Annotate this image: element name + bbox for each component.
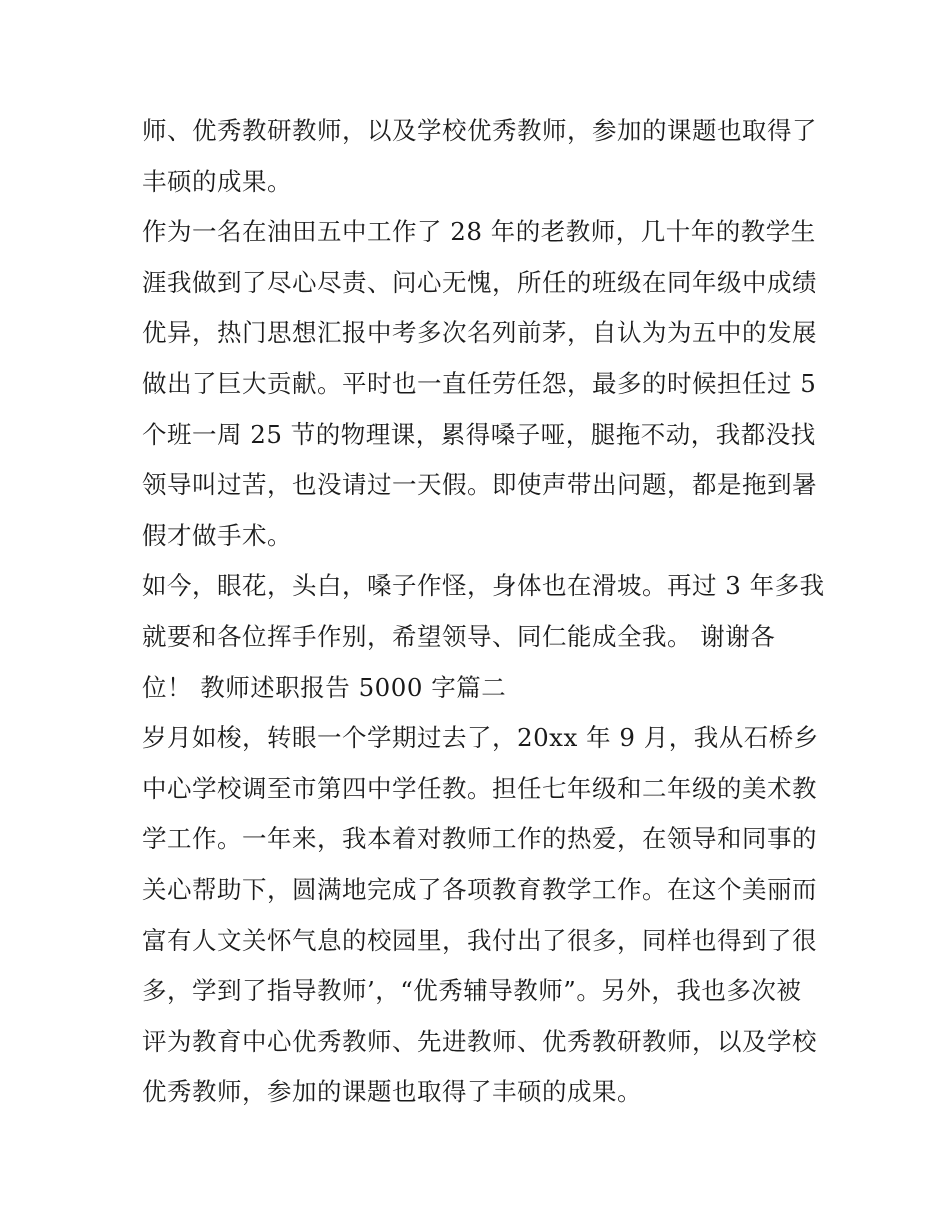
text-line: 评为教育中心优秀教师、先进教师、优秀教研教师，以及学校 [142, 1026, 817, 1056]
text-line: 个班一周 25 节的物理课，累得嗓子哑，腿拖不动，我都没找 [142, 419, 816, 449]
text-line: 优秀教师，参加的课题也取得了丰硕的成果。 [142, 1077, 642, 1107]
text-line: 涯我做到了尽心尽责、问心无愧，所任的班级在同年级中成绩 [142, 267, 817, 297]
text-line: 关心帮助下，圆满地完成了各项教育教学工作。在这个美丽而 [142, 874, 817, 904]
text-line: 学工作。一年来，我本着对教师工作的热爱，在领导和同事的 [142, 824, 817, 854]
text-line: 多，学到了指导教师’，“优秀辅导教师”。另外，我也多次被 [142, 976, 802, 1006]
text-line: 就要和各位挥手作别，希望领导、同仁能成全我。 谢谢各 [142, 621, 776, 651]
text-line: 领导叫过苦，也没请过一天假。即使声带出问题，都是拖到暑 [142, 470, 817, 500]
document-body [142, 106, 825, 1118]
text-line: 岁月如梭，转眼一个学期过去了，20xx 年 9 月，我从石桥乡 [142, 723, 819, 753]
text-line: 作为一名在油田五中工作了 28 年的老教师，几十年的教学生 [142, 217, 816, 247]
text-line: 优异，热门思想汇报中考多次名列前茅，自认为为五中的发展 [142, 318, 817, 348]
text-line: 假才做手术。 [142, 520, 292, 550]
text-line: 中心学校调至市第四中学任教。担任七年级和二年级的美术教 [142, 773, 817, 803]
text-line: 做出了巨大贡献。平时也一直任劳任怨，最多的时候担任过 5 [142, 368, 817, 398]
text-line: 富有人文关怀气息的校园里，我付出了很多，同样也得到了很 [142, 925, 817, 955]
text-line: 位！ 教师述职报告 5000 字篇二 [142, 672, 507, 702]
text-line: 师、优秀教研教师，以及学校优秀教师，参加的课题也取得了 [142, 116, 817, 145]
text-line: 如今，眼花，头白，嗓子作怪，身体也在滑坡。再过 3 年多我 [142, 571, 825, 601]
text-line: 丰硕的成果。 [142, 166, 292, 196]
